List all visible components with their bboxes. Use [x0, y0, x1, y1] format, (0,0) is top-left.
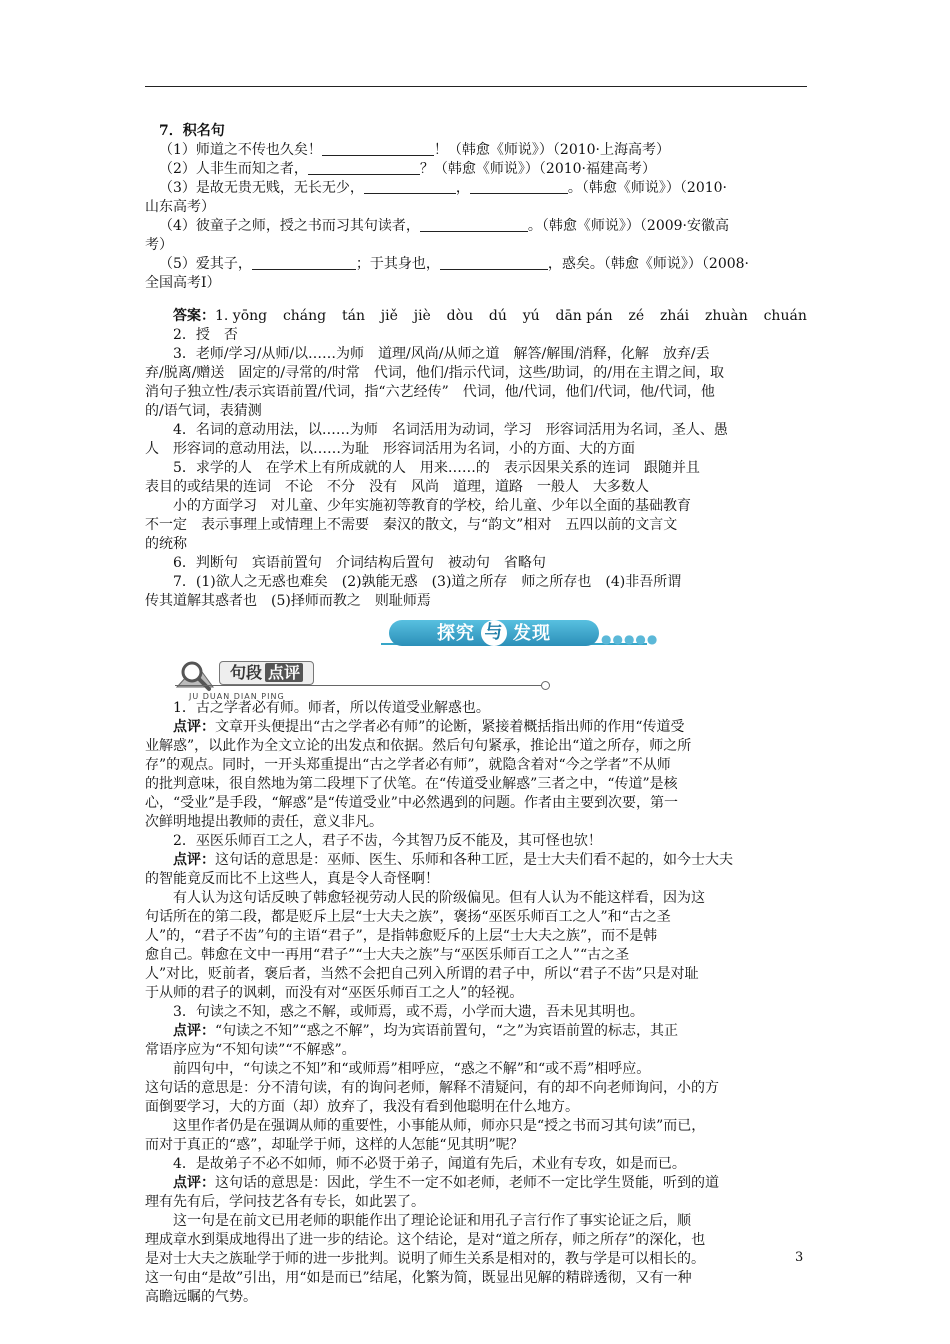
- page-content: [145, 122, 807, 1307]
- answer-blank: [470, 179, 568, 194]
- question-heading: 7．积名句: [159, 123, 225, 139]
- comment-line: 次鲜明地提出教师的责任，意义非凡。: [145, 814, 383, 830]
- comment-line: 点评：这句话的意思是：因此，学生不一定不如老师，老师不一定比学生贤能，听到的道: [173, 1175, 719, 1191]
- comment-line: 于从师的君子的讽刺，而没有对“巫医乐师百工之人”的轻视。: [145, 985, 524, 1001]
- answer-blank: [440, 255, 548, 270]
- comment-line: 理成章水到渠成地得出了进一步的结论。这个结论，是对“道之所存，师之所存”的深化，也: [145, 1232, 706, 1248]
- section-banner: [145, 617, 807, 655]
- answer-pinyin-line: 答案：1. yōng cháng tán jiě jiè dòu dú yú dān pán zé zhái zhuàn chuán: [173, 308, 807, 324]
- question-item-cont: 考）: [145, 237, 173, 253]
- answer-line: 的/语气词，表猜测: [145, 403, 262, 419]
- comment-line: 人”对比，贬前者，褒后者，当然不会把自己列入所谓的君子中，所以“君子不齿”只是对耻: [145, 966, 699, 982]
- comment-line: 有人认为这句话反映了韩愈轻视劳动人民的阶级偏见。但有人认为不能这样看，因为这: [173, 890, 705, 906]
- answer-line: 表目的或结果的连词 不论 不分 没有 风尚 道理，道路 一般人 大多数人: [145, 479, 649, 495]
- comment-line: 前四句中，“句读之不知”和“或师焉”相呼应，“惑之不解”和“或不焉”相呼应。: [173, 1061, 651, 1077]
- comment-line: 点评：文章开头便提出“古之学者必有师”的论断，紧接着概括指出师的作用“传道受: [173, 719, 685, 735]
- section-header: [145, 655, 807, 699]
- question-item-cont: 全国高考Ⅰ）: [145, 275, 221, 291]
- question-item: （1）师道之不传也久矣！ ！（韩愈《师说》）（2010·上海高考）: [159, 142, 671, 158]
- comment-line: 的批判意味，很自然地为第二段埋下了伏笔。在“传道受业解惑”三者之中，“传道”是核: [145, 776, 678, 792]
- comment-line: 是对士大夫之族耻学于师的进一步批判。说明了师生关系是相对的，教与学是可以相长的。: [145, 1251, 705, 1267]
- answer-line: 5．求学的人 在学术上有所成就的人 用来……的 表示因果关系的连词 跟随并且: [173, 460, 700, 476]
- comment-line: 面倒要学习，大的方面（却）放弃了，我没有看到他聪明在什么地方。: [145, 1099, 579, 1115]
- comment-line: 理有先有后，学问技艺各有专长，如此罢了。: [145, 1194, 425, 1210]
- comment-line: 愈自己。韩愈在文中一再用“君子”“士大夫之族”与“巫医乐师百工之人”“古之圣: [145, 947, 630, 963]
- answer-line: 3．老师/学习/从师/以……为师 道理/风尚/从师之道 解答/解围/消释，化解 放弃/丢: [173, 346, 710, 362]
- comment-line: 心，“受业”是手段，“解惑”是“传道受业”中必然遇到的问题。作者由主要到次要，第一: [145, 795, 678, 811]
- comment-line: 而对于真正的“惑”，却耻学于师，这样的人怎能“见其明”呢？: [145, 1137, 524, 1153]
- question-item: （3）是故无贵无贱，无长无少， ， 。（韩愈《师说》）（2010·: [159, 180, 728, 196]
- comment-line: 常语序应为“不知句读”“不解惑”。: [145, 1042, 356, 1058]
- answer-line: 消句子独立性/表示宾语前置/代词，指“六艺经传” 代词，他/代词，他们/代词，他/代词，他: [145, 384, 715, 400]
- question-item: （4）彼童子之师，授之书而习其句读者， 。（韩愈《师说》）（2009·安徽高: [159, 218, 729, 234]
- question-item: （5）爱其子， ；于其身也， ，惑矣。（韩愈《师说》）（2008·: [159, 256, 750, 272]
- header-rule: [145, 86, 807, 87]
- answer-blank: [420, 217, 528, 232]
- answer-line: 4．名词的意动用法，以……为师 名词活用为动词，学习 形容词活用为名词，圣人、愚: [173, 422, 728, 438]
- banner-pill: 探究 与 发现: [389, 620, 599, 646]
- answer-line: 小的方面学习 对儿童、少年实施初等教育的学校，给儿童、少年以全面的基础教育: [173, 498, 691, 514]
- answer-line: 人 形容词的意动用法，以……为耻 形容词活用为名词，小的方面、大的方面: [145, 441, 635, 457]
- comment-line: 存”的观点。同时，一开头郑重提出“古之学者必有师”，就隐含着对“今之学者”不从师: [145, 757, 671, 773]
- answer-line: 弃/脱离/赠送 固定的/寻常的/时常 代词，他们/指示代词，这些/助词，的/用在主谓之间，取: [145, 365, 725, 381]
- comment-line: 这句话的意思是：分不清句读，有的询问老师，解释不清疑问，有的却不向老师询问，小的方: [145, 1080, 719, 1096]
- page-number: 3: [795, 1250, 804, 1265]
- answer-line: 传其道解其惑者也 (5)择师而教之 则耻师焉: [145, 593, 431, 609]
- comment-question: 4．是故弟子不必不如师，师不必贤于弟子，闻道有先后，术业有专攻，如是而已。: [173, 1156, 686, 1172]
- banner-dots: ●●●●●: [601, 632, 659, 646]
- answer-blank: [322, 141, 434, 156]
- comment-question: 2．巫医乐师百工之人，君子不齿，今其智乃反不能及，其可怪也欤！: [173, 833, 602, 849]
- comment-line: 的智能竟反而比不上这些人，真是令人奇怪啊！: [145, 871, 439, 887]
- answer-blank: [252, 255, 356, 270]
- section-rule-end: [541, 681, 550, 690]
- answer-line: 不一定 表示事理上或情理上不需要 秦汉的散文，与“韵文”相对 五四以前的文言文: [145, 517, 678, 533]
- question-item-cont: 山东高考）: [145, 199, 215, 215]
- answer-label: 答案：: [173, 308, 215, 324]
- comment-line: 这一句由“是故”引出，用“如是而已”结尾，化繁为简，既显出见解的精辟透彻，又有一种: [145, 1270, 692, 1286]
- section-subtitle: JU DUAN DIAN PING: [189, 692, 285, 701]
- comment-line: 点评：这句话的意思是：巫师、医生、乐师和各种工匠，是士大夫们看不起的，如今士大夫: [173, 852, 733, 868]
- question-item: （2）人非生而知之者， ？（韩愈《师说》）（2010·福建高考）: [159, 161, 657, 177]
- comment-line: 业解惑”，以此作为全文立论的出发点和依据。然后句句紧承，推论出“道之所存，师之所: [145, 738, 692, 754]
- answer-line: 6．判断句 宾语前置句 介词结构后置句 被动句 省略句: [173, 555, 546, 571]
- section-title: 句段 点评: [219, 661, 314, 685]
- section-rule: [175, 685, 545, 686]
- comment-line: 高瞻远瞩的气势。: [145, 1289, 257, 1305]
- comment-line: 点评：“句读之不知”“惑之不解”，均为宾语前置句，“之”为宾语前置的标志，其正: [173, 1023, 678, 1039]
- answer-blank: [308, 160, 420, 175]
- answer-line: 2．授 否: [173, 327, 238, 343]
- answer-line: 7．(1)欲人之无惑也难矣 (2)孰能无惑 (3)道之所存 师之所存也 (4)非吾所谓: [173, 574, 682, 590]
- comment-line: 这里作者仍是在强调从师的重要性，小事能从师，师亦只是“授之书而习其句读”而已，: [173, 1118, 706, 1134]
- comment-question: 3．句读之不知，惑之不解，或师焉，或不焉，小学而大遗，吾未见其明也。: [173, 1004, 644, 1020]
- answer-line: 的统称: [145, 536, 187, 552]
- answer-blank: [364, 179, 456, 194]
- comment-question: 1．古之学者必有师。师者，所以传道受业解惑也。: [173, 700, 490, 716]
- comment-line: 人”的，“君子不齿”句的主语“君子”，是指韩愈贬斥的上层“士大夫之族”，而不是韩: [145, 928, 658, 944]
- comment-line: 句话所在的第二段，都是贬斥上层“士大夫之族”，褒扬“巫医乐师百工之人”和“古之圣: [145, 909, 671, 925]
- comment-line: 这一句是在前文已用老师的职能作出了理论论证和用孔子言行作了事实论证之后，顺: [173, 1213, 691, 1229]
